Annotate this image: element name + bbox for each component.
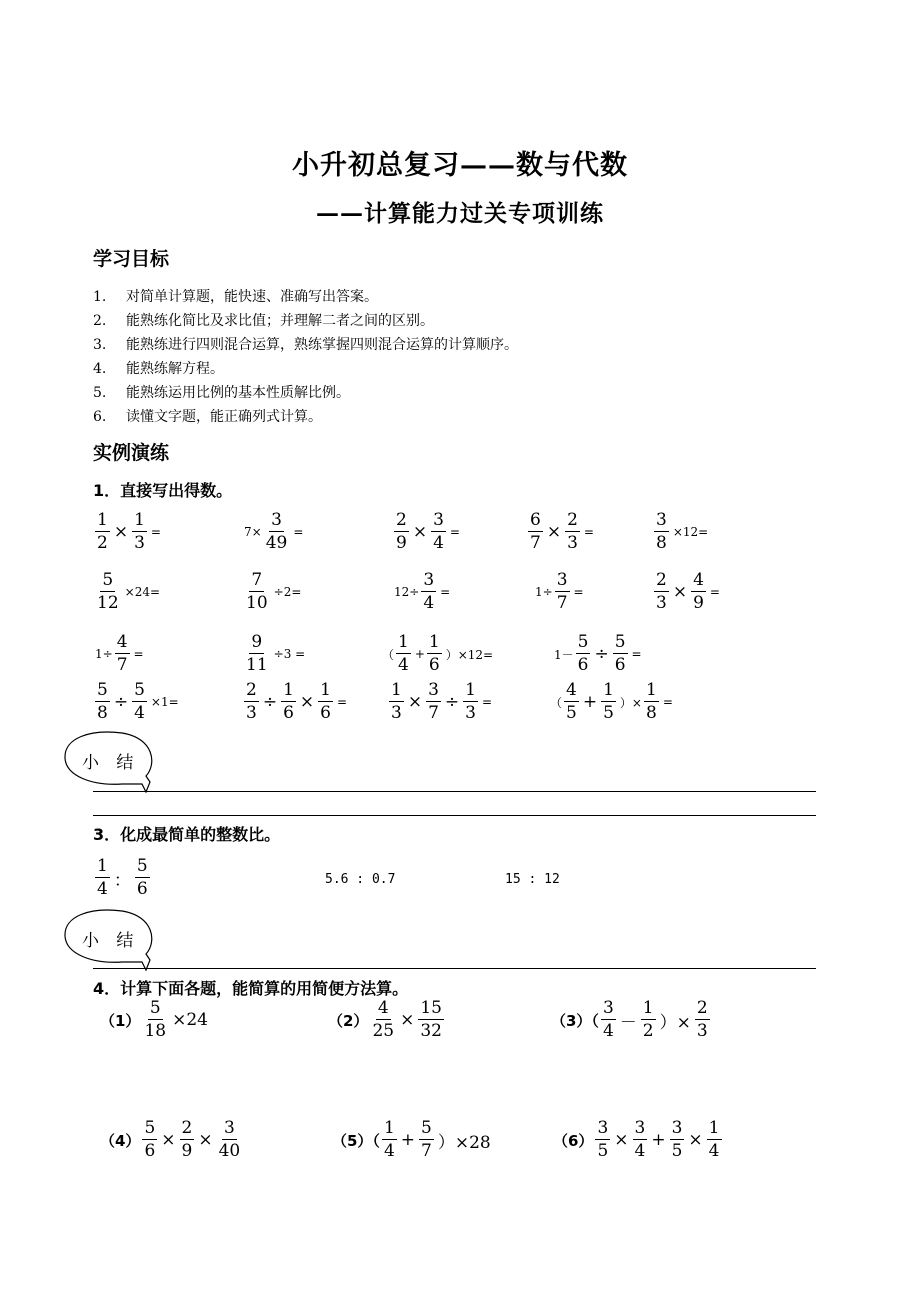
fraction: $\frac{1}{6}$ [320,680,331,723]
q1-r4-d: （ $\frac{4}{5}$ + $\frac{1}{5}$ ）× $\frac{1}{8}$ = [550,680,673,723]
page-title: 小升初总复习——数与代数 [292,150,628,181]
fraction: $\frac{2}{9}$ [396,510,407,553]
fraction: $\frac{6}{7}$ [530,510,541,553]
answer-line [93,791,816,792]
fraction: $\frac{5}{7}$ [421,1118,432,1161]
question-3-title: 3．化成最简单的整数比。 [93,825,281,844]
fraction: $\frac{2}{3}$ [246,680,257,723]
q4-problem-5: （5）（ $\frac{1}{4}$ + $\frac{5}{7}$ ）×28 [332,1118,491,1161]
q4-problem-1: （1） $\frac{5}{18}$ ×24 [100,998,208,1041]
q1-r3-c: （ $\frac{1}{4}$ + $\frac{1}{6}$ ）×12= [382,632,494,675]
fraction: $\frac{3}{4}$ [423,570,435,613]
summary-bubble [62,728,158,798]
q1-r3-a: 1÷ $\frac{4}{7}$ = [95,632,144,675]
fraction: $\frac{4}{9}$ [693,570,704,613]
fraction: $\frac{5}{12}$ [97,570,119,613]
answer-line [93,815,816,816]
fraction: $\frac{5}{4}$ [134,680,145,723]
fraction: $\frac{1}{4}$ [398,632,409,675]
goal-text: 能熟练化简比及求比值；并理解二者之间的区别。 [126,313,434,329]
goals-heading: 学习目标 [93,248,170,270]
fraction: $\frac{5}{18}$ [144,998,167,1041]
goal-item-1 [93,286,378,306]
fraction: $\frac{9}{11}$ [246,632,268,675]
goal-number: 3. [93,337,107,353]
q1-r1-b: 7× $\frac{3}{49}$ = [244,510,304,553]
fraction: $\frac{4}{7}$ [116,632,128,675]
fraction: $\frac{3}{4}$ [602,998,614,1041]
fraction: $\frac{1}{8}$ [645,680,657,723]
q3-c: 15 : 12 [505,872,560,887]
q1-r4-a: $\frac{5}{8}$ ÷ $\frac{5}{4}$ ×1= [97,680,179,723]
fraction: $\frac{3}{7}$ [428,680,439,723]
fraction: $\frac{15}{32}$ [420,998,442,1041]
fraction: $\frac{1}{2}$ [97,510,108,553]
summary-bubble [62,906,158,976]
fraction: $\frac{1}{5}$ [603,680,614,723]
q1-r1-e: $\frac{3}{8}$ ×12= [656,510,709,553]
goal-item-4 [93,358,224,378]
goal-text: 对简单计算题，能快速、准确写出答案。 [126,289,378,305]
q1-r2-a: $\frac{5}{12}$ ×24= [97,570,161,613]
answer-line [93,968,816,969]
goal-item-5 [93,382,350,402]
practice-heading: 实例演练 [93,442,170,464]
fraction: $\frac{3}{7}$ [556,570,568,613]
goal-item-3 [93,334,518,354]
summary-label: 小 结 [82,931,140,951]
fraction: $\frac{3}{4}$ [634,1118,646,1161]
q1-r4-c: $\frac{1}{3}$ × $\frac{3}{7}$ ÷ $\frac{1}{3}$ = [391,680,493,723]
q1-r4-b: $\frac{2}{3}$ ÷ $\frac{1}{6}$ × $\frac{1}{6}$ = [246,680,348,723]
fraction: $\frac{3}{5}$ [597,1118,609,1161]
fraction: $\frac{1}{6}$ [428,632,440,675]
fraction: $\frac{5}{6}$ [577,632,589,675]
fraction: $\frac{1}{4}$ [708,1118,720,1161]
goal-item-6 [93,406,322,426]
q1-r2-c: 12÷ $\frac{3}{4}$ = [394,570,451,613]
goal-text: 读懂文字题，能正确列式计算。 [126,409,322,425]
fraction: $\frac{3}{8}$ [656,510,667,553]
fraction: $\frac{2}{3}$ [696,998,708,1041]
summary-label: 小 结 [82,753,140,773]
q1-r1-d: $\frac{6}{7}$ × $\frac{2}{3}$ = [530,510,594,553]
fraction: $\frac{1}{3}$ [134,510,145,553]
fraction: $\frac{5}{6}$ [136,856,148,899]
fraction: $\frac{1}{3}$ [465,680,476,723]
goal-number: 5. [93,385,107,401]
q1-r1-a: $\frac{1}{2}$ × $\frac{1}{3}$ = [97,510,161,553]
q4-problem-4: （4） $\frac{5}{6}$ × $\frac{2}{9}$ × $\frac{3}{40}$ [100,1118,241,1161]
fraction: $\frac{5}{8}$ [97,680,108,723]
fraction: $\frac{2}{9}$ [181,1118,193,1161]
goal-number: 1. [93,289,107,305]
goal-number: 4. [93,361,107,377]
fraction: $\frac{1}{4}$ [97,856,108,899]
goal-text: 能熟练解方程。 [126,361,224,377]
fraction: $\frac{4}{25}$ [372,998,395,1041]
goal-text: 能熟练进行四则混合运算，熟练掌握四则混合运算的计算顺序。 [126,337,518,353]
fraction: $\frac{5}{6}$ [144,1118,156,1161]
goal-text: 能熟练运用比例的基本性质解比例。 [126,385,350,401]
fraction: $\frac{7}{10}$ [246,570,268,613]
q1-r3-d: 1－ $\frac{5}{6}$ ÷ $\frac{5}{6}$ = [554,632,642,675]
fraction: $\frac{1}{2}$ [642,998,654,1041]
fraction: $\frac{5}{6}$ [614,632,626,675]
fraction: $\frac{3}{49}$ [265,510,288,553]
q1-r1-c: $\frac{2}{9}$ × $\frac{3}{4}$ = [396,510,460,553]
fraction: $\frac{1}{3}$ [391,680,402,723]
q1-r2-b: $\frac{7}{10}$ ÷2= [246,570,302,613]
fraction: $\frac{4}{5}$ [566,680,577,723]
goal-number: 2. [93,313,107,329]
fraction: $\frac{3}{4}$ [433,510,444,553]
fraction: $\frac{1}{6}$ [283,680,294,723]
question-1-title: 1．直接写出得数。 [93,481,233,500]
q3-a: $\frac{1}{4}$ ： $\frac{5}{6}$ [97,856,148,899]
goal-item-2 [93,310,434,330]
fraction: $\frac{3}{5}$ [671,1118,683,1161]
fraction: $\frac{2}{3}$ [656,570,667,613]
q1-r2-d: 1÷ $\frac{3}{7}$ = [535,570,584,613]
q1-r3-b: $\frac{9}{11}$ ÷3 = [246,632,306,675]
fraction: $\frac{1}{4}$ [383,1118,395,1161]
page-subtitle: ——计算能力过关专项训练 [316,200,604,227]
q4-problem-2: （2） $\frac{4}{25}$ × $\frac{15}{32}$ [328,998,442,1041]
fraction: $\frac{2}{3}$ [567,510,578,553]
q4-problem-3: （3）（ $\frac{3}{4}$ － $\frac{1}{2}$ ）× $\frac{2}{3}$ [551,998,708,1041]
q1-r2-e: $\frac{2}{3}$ × $\frac{4}{9}$ = [656,570,720,613]
q4-problem-6: （6） $\frac{3}{5}$ × $\frac{3}{4}$ + $\frac{3}{5}$ × $\frac{1}{4}$ [553,1118,720,1161]
goal-number: 6. [93,409,107,425]
question-4-title: 4．计算下面各题，能简算的用简便方法算。 [93,979,409,998]
fraction: $\frac{3}{40}$ [218,1118,241,1161]
q3-b: 5.6 : 0.7 [325,872,396,887]
